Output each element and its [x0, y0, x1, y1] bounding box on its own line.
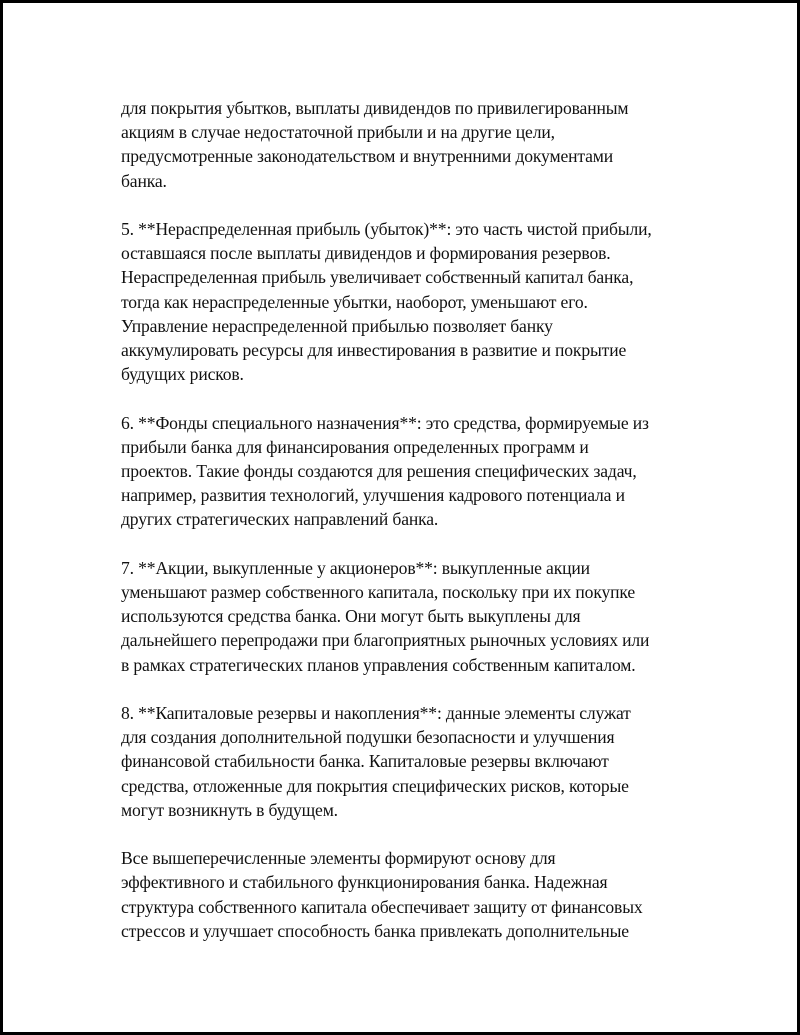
text-line: стрессов и улучшает способность банка привлекать дополнительные — [121, 920, 629, 941]
text-line: аккумулировать ресурсы для инвестирования в развитие и покрытие — [121, 340, 627, 361]
text-line: других стратегических направлений банка. — [121, 509, 439, 530]
text-line: используются средства банка. Они могут быть выкуплены для — [121, 606, 581, 627]
text-line: 8. **Капиталовые резервы и накопления**: данные элементы служат — [121, 703, 631, 724]
text-line: например, развития технологий, улучшения кадрового потенциала и — [121, 485, 625, 506]
text-line: уменьшают размер собственного капитала, поскольку при их покупке — [121, 582, 636, 603]
text-line: оставшаяся после выплаты дивидендов и формирования резервов. — [121, 243, 611, 264]
text-line: дальнейшего перепродажи при благоприятных рыночных условиях или — [121, 630, 650, 651]
paragraph — [121, 846, 693, 943]
text-line: в рамках стратегических планов управления собственным капиталом. — [121, 654, 636, 675]
paragraph — [121, 96, 693, 193]
paragraph — [121, 556, 693, 677]
paragraph — [121, 217, 693, 386]
paragraph — [121, 411, 693, 532]
text-line: акциям в случае недостаточной прибыли и на другие цели, — [121, 122, 555, 143]
text-line: структура собственного капитала обеспечивает защиту от финансовых — [121, 896, 643, 917]
text-line: предусмотренные законодательством и внутренними документами — [121, 146, 614, 167]
text-line: могут возникнуть в будущем. — [121, 799, 338, 820]
paragraph — [121, 701, 693, 822]
text-line: будущих рисков. — [121, 364, 244, 385]
text-line: Управление нераспределенной прибылью позволяет банку — [121, 315, 553, 336]
text-line: тогда как нераспределенные убытки, наоборот, уменьшают его. — [121, 291, 588, 312]
text-line: для покрытия убытков, выплаты дивидендов по привилегированным — [121, 98, 629, 118]
text-line: финансовой стабильности банка. Капиталовые резервы включают — [121, 751, 609, 772]
document-body — [121, 96, 693, 967]
text-line: для создания дополнительной подушки безопасности и улучшения — [121, 727, 615, 748]
text-line: Нераспределенная прибыль увеличивает собственный капитал банка, — [121, 267, 634, 288]
text-line: банка. — [121, 170, 167, 191]
text-line: 6. **Фонды специального назначения**: это средства, формируемые из — [121, 412, 649, 433]
text-line: Все вышеперечисленные элементы формируют основу для — [121, 848, 556, 869]
text-line: средства, отложенные для покрытия специфических рисков, которые — [121, 775, 629, 796]
text-line: 7. **Акции, выкупленные у акционеров**: выкупленные акции — [121, 557, 590, 578]
text-line: прибыли банка для финансирования определенных программ и — [121, 436, 589, 457]
text-line: 5. **Нераспределенная прибыль (убыток)**: это часть чистой прибыли, — [121, 219, 652, 239]
text-line: проектов. Такие фонды создаются для решения специфических задач, — [121, 461, 637, 482]
text-line: эффективного и стабильного функционирования банка. Надежная — [121, 872, 608, 893]
